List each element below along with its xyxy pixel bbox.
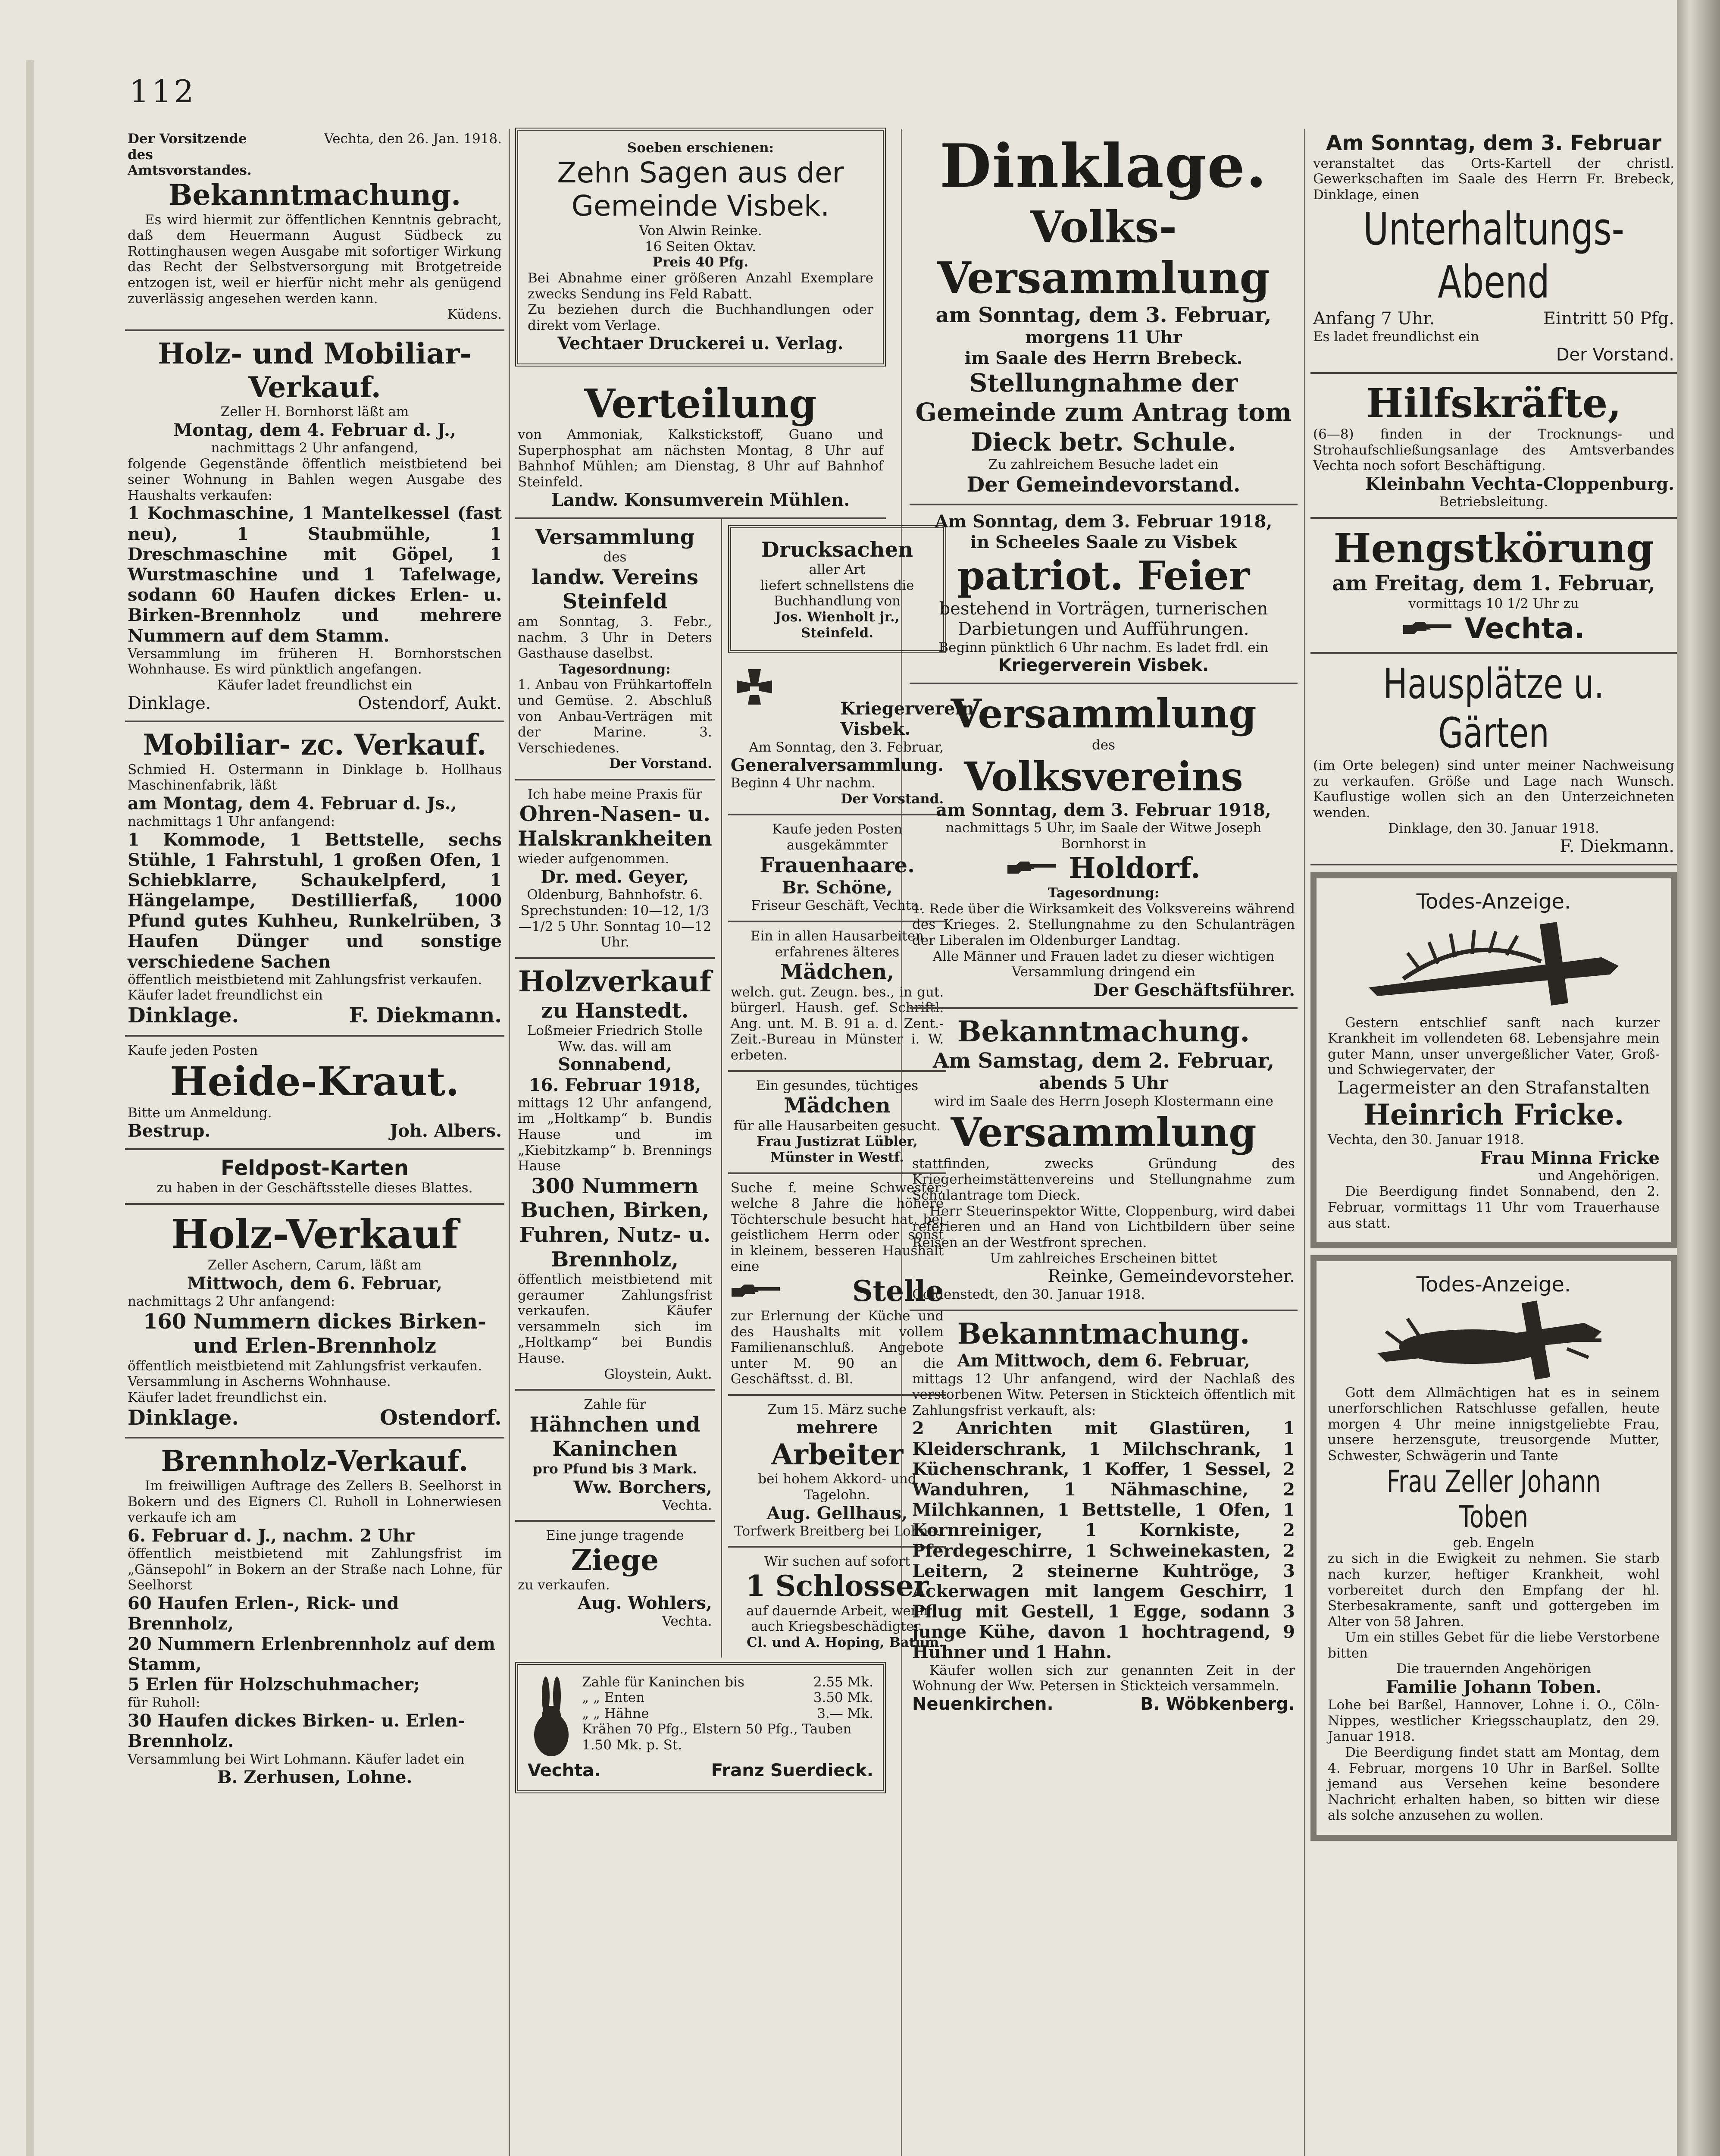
ad-item: 5 Erlen für Holzschuhmacher;: [128, 1674, 420, 1695]
ad-items: 300 Nummern Buchen, Birken, Fuhren, Nutz- u. Brennholz,: [519, 1174, 711, 1272]
ad-note: wieder aufgenommen.: [518, 851, 669, 867]
ad-patriot-feier: [910, 505, 1298, 684]
hare-icon: [528, 1674, 575, 1761]
ad-name: Dr. med. Geyer,: [541, 867, 689, 887]
ad-intro: Schmied H. Ostermann in Dinklage b. Hollhaus Maschinenfabrik, läßt: [128, 761, 502, 793]
palm-cross-icon: [1328, 914, 1660, 1013]
obit-born: geb. Engeln: [1453, 1535, 1535, 1551]
ad-place: zu Hanstedt.: [541, 998, 689, 1023]
price-value: 2.55 Mk.: [813, 1674, 873, 1690]
obit-places: Lohe bei Barßel, Hannover, Lohne i. O., Cöln-Nippes, westlicher Kriegsschauplatz, den 29. Januar 1918.: [1328, 1697, 1660, 1745]
ad-place: Vechta.: [528, 1760, 601, 1780]
ad-name: Aug. Gellhaus,: [766, 1503, 908, 1523]
ad-body: veranstaltet das Orts-Kartell der christl. Gewerkschaften im Saale des Herrn Fr. Brebeck, Dinklage, einen: [1313, 155, 1674, 203]
ad-intro: Zahle für: [584, 1397, 646, 1413]
ad-title: Unterhaltungs-Abend: [1363, 203, 1624, 309]
split-section: [515, 519, 974, 1658]
ad-intro: Ein gesundes, tüchtiges: [756, 1078, 919, 1094]
dateline: Vechta, den 26. Jan. 1918.: [324, 131, 502, 147]
ad-date: am Freitag, dem 1. Februar,: [1332, 571, 1655, 596]
ad-title: Holz-Verkauf: [171, 1210, 459, 1257]
column-rule: [509, 129, 510, 2156]
ad-title: Verteilung: [584, 380, 817, 427]
ad-note: Versammlung bei Wirt Lohmann. Käufer ladet ein: [128, 1751, 465, 1767]
ad-title: Frauenhaare.: [760, 853, 915, 877]
iron-cross-icon: [731, 667, 778, 714]
ad-date: 16. Februar 1918,: [529, 1075, 701, 1095]
ad-items: 1 Kommode, 1 Bettstelle, sechs Stühle, 1 Fahrstuhl, 1 großen Ofen, 1 Schiebklarre, Schaukelpferd, 1 Hängelampe, Destillierfaß, 1000 Pfund gutes Kuhheu, Runkelrüben, 3 Haufen Dünger und sonstige verschiedene Sachen: [128, 829, 502, 972]
ad-title: Versammlung: [951, 690, 1257, 737]
ad-zehn-sagen: [515, 128, 886, 367]
ad-note: Bei Abnahme einer größeren Anzahl Exemplare zwecks Sendung ins Feld Rabatt.: [528, 270, 873, 302]
ad-invite: Käufer ladet freundlichst ein: [217, 677, 413, 693]
ad-title: Bekanntmachung.: [957, 1316, 1250, 1351]
ad-title: Holz- und Mobiliar-Verkauf.: [158, 336, 472, 404]
ad-note: Bitte um Anmeldung.: [128, 1105, 272, 1121]
ad-body: nachmittags 5 Uhr, im Saale der Witwe Joseph Bornhorst in: [945, 820, 1262, 852]
ad-place: Dinklage.: [128, 1405, 239, 1430]
pointing-hand-icon: [1402, 619, 1454, 638]
signature: Ostendorf.: [380, 1405, 502, 1430]
ad-des: des: [1091, 737, 1116, 753]
obit-name: Frau Zeller Johann Toben: [1386, 1463, 1601, 1535]
obit-role: Lagermeister an den Strafanstalten: [1337, 1078, 1650, 1098]
ad-body: bestehend in Vorträgen, turnerischen Darbietungen und Aufführungen.: [939, 599, 1268, 639]
ad-body: welch. gut. Zeugn. bes., in gut. bürgerl. Haush. gef. Schriftl. Ang. unt. M. B. 91 a. d. Zent.-Zeit.-Bureau in Münster i. W. erbeten.: [730, 984, 944, 1063]
ad-place: in Scheeles Saale zu Visbek: [970, 532, 1237, 552]
ad-body: (im Orte belegen) sind unter meiner Nachweisung zu verkaufen. Größe und Lage nach Wunsch. Kauflustige wollen sich an den Unterzeichneten wenden.: [1313, 757, 1674, 821]
column-3: [910, 125, 1298, 1721]
ad-body: von Ammoniak, Kalkstickstoff, Guano und Superphosphat am nächsten Montag, 8 Uhr auf Bahnhof Mühlen; am Dienstag, 8 Uhr auf Bahnhof Steinfeld.: [518, 427, 883, 490]
signature: Ostendorf, Aukt.: [357, 693, 502, 713]
ad-date: Montag, dem 4. Februar d. J.,: [173, 420, 456, 440]
ad-verteilung: [515, 374, 886, 519]
ad-item: 60 Haufen Erlen-, Rick- und Brennholz,: [128, 1593, 399, 1634]
obit-note: Die Beerdigung findet statt am Montag, dem 4. Februar, morgens 10 Uhr in Barßel. Sollte jemand aus Versehen keine besondere Nachricht erhalten haben, so bitten wir diese als solche anzusehen zu wollen.: [1328, 1744, 1660, 1824]
ad-time: vormittags 10 1/2 Uhr zu: [1408, 595, 1579, 611]
ad-title: Drucksachen: [761, 537, 913, 562]
ad-body: Herr Steuerinspektor Witte, Cloppenburg, wird dabei referieren und an Hand von Lichtbildern über seine Reisen an der Westfront sprechen.: [912, 1203, 1295, 1250]
ad-place: Holdorf.: [1069, 851, 1201, 885]
dateline: Dinklage, den 30. Januar 1918.: [1388, 821, 1599, 837]
ad-sub: zu haben in der Geschäftsstelle dieses Blattes.: [156, 1180, 473, 1196]
book-gutter: [1677, 0, 1720, 2156]
signature: Vechta.: [662, 1497, 712, 1513]
ad-invite: Um zahlreiches Erscheinen bittet: [990, 1250, 1217, 1266]
ad-body: mittags 12 Uhr anfangend, wird der Nachlaß des verstorbenen Witw. Petersen in Stickteich öffentlich mit Zahlungsfrist verkauft, als:: [912, 1371, 1295, 1418]
ad-invite: Käufer ladet freundlichst ein.: [128, 1390, 327, 1405]
ad-date: 6. Februar d. J., nachm. 2 Uhr: [128, 1525, 415, 1546]
pointing-hand-icon: [1007, 859, 1058, 878]
ad-time: nachmittags 2 Uhr anfangend:: [128, 1294, 335, 1310]
ad-body: öffentlich meistbietend mit Zahlungsfrist im „Gänsepohl“ in Bokern an der Straße nach Lohne, für Seelhorst: [128, 1546, 502, 1593]
signature: Joh. Albers.: [390, 1121, 502, 1141]
obit-family: und Angehörigen.: [1538, 1168, 1660, 1184]
ad-agenda-title: Tagesordnung:: [1048, 885, 1160, 901]
ad-hengstkoerung: [1310, 519, 1677, 654]
signature: Franz Suerdieck.: [711, 1760, 873, 1780]
ad-body: liefert schnellstens die Buchhandlung von: [760, 577, 914, 609]
ad-item: 30 Haufen dickes Birken- u. Erlen-Brennholz.: [128, 1711, 465, 1752]
ad-item: für Ruholl:: [128, 1695, 200, 1711]
ad-place: Dinklage.: [128, 1003, 239, 1028]
price-label: „ „ Enten: [582, 1690, 645, 1706]
ad-topic: Stellungnahme der Gemeinde zum Antrag tom Dieck betr. Schule.: [915, 368, 1292, 457]
signature: Reinke, Gemeindevorsteher.: [1048, 1266, 1295, 1286]
ad-title: Feldpost-Karten: [221, 1156, 409, 1180]
ad-date: Mittwoch, dem 6. Februar,: [187, 1273, 442, 1294]
obituary-fricke: [1310, 872, 1677, 1248]
ad-author: Von Alwin Reinke.: [639, 223, 762, 239]
ad-invite: Käufer ladet freundlichst ein: [128, 987, 323, 1003]
obit-body: Gott dem Allmächtigen hat es in seinem unerforschlichen Ratschlusse gefallen, heute morgen 4 Uhr meine innigstgeliebte Frau, unsere herzensgute, treusorgende Mutter, Schwester, Schwägerin und Tante: [1328, 1385, 1660, 1464]
dateline: Vechta, den 30. Januar 1918.: [1328, 1132, 1524, 1148]
ad-intro: Kaufe jeden Posten: [128, 1042, 258, 1058]
price-value: 3.50 Mk.: [813, 1690, 873, 1706]
ad-event: Versammlung: [951, 1109, 1257, 1156]
signature: Der Gemeindevorstand.: [966, 472, 1241, 497]
ad-agenda-title: Tagesordnung:: [559, 661, 671, 677]
ad-title: Ohren-Nasen- u. Halskrankheiten: [518, 802, 712, 851]
ad-intro: Zeller H. Bornhorst läßt am: [220, 404, 409, 420]
ad-mid: mehrere: [796, 1417, 878, 1438]
column-rule: [1304, 129, 1305, 2156]
ad-title: Ziege: [571, 1543, 659, 1577]
ad-title: Brennholz-Verkauf.: [161, 1444, 469, 1478]
ad-name: Ww. Borchers,: [573, 1477, 712, 1498]
ad-title: Bekanntmachung.: [168, 178, 461, 212]
ad-body: zur Erlernung der Küche und des Haushalts mit vollem Familienanschluß. Angebote unter M. 90 an die Geschäftsst. d. Bl.: [730, 1308, 944, 1387]
ad-place: Bestrup.: [128, 1121, 211, 1141]
column-1: [125, 125, 504, 1794]
ad-place-title: Dinklage.: [939, 131, 1268, 201]
ad-intro: Wir suchen auf sofort: [764, 1554, 910, 1570]
ad-name: Frau Justizrat Lübler,: [757, 1134, 918, 1150]
ad-place: Neuenkirchen.: [912, 1694, 1054, 1714]
ad-title: Hengstkörung: [1333, 524, 1654, 571]
signature: Der Vorstand.: [1556, 345, 1674, 365]
signature: Friseur Geschäft, Vechta.: [751, 898, 923, 914]
signature: Münster in Westf.: [770, 1150, 904, 1165]
ad-heidekraut: [125, 1037, 504, 1150]
ad-fee: Eintritt 50 Pfg.: [1543, 308, 1674, 329]
ad-body: Am Sonntag, den 3. Februar,: [749, 739, 944, 755]
ad-praxis: [515, 780, 715, 959]
ad-volksverein: [910, 684, 1298, 1009]
signature: Torfwerk Breitberg bei Lohne.: [734, 1523, 940, 1539]
ad-title: Hähnchen und Kaninchen: [529, 1412, 701, 1461]
ad-holzverkauf-hanstedt: [515, 959, 715, 1391]
signature: F. Diekmann.: [1560, 836, 1674, 856]
ad-pages: 16 Seiten Oktav.: [644, 238, 757, 254]
ad-time: nachmittags 1 Uhr anfangend:: [128, 813, 335, 829]
ad-time: Beginn 4 Uhr nachm.: [730, 775, 876, 791]
ad-org: Volksvereins: [964, 753, 1243, 800]
ad-intro: Ich habe meine Praxis für: [527, 786, 703, 802]
ad-title: patriot. Feier: [957, 552, 1250, 599]
price-line: Krähen 70 Pfg., Elstern 50 Pfg., Tauben 1.50 Mk. p. St.: [582, 1721, 852, 1753]
ad-intro: Suche f. meine Schwester, welche 8 Jahre die höhere Töchterschule besucht hat, bei geistlichem Herrn oder sonst in kleinem, besseren Haushalt eine: [730, 1180, 944, 1275]
ad-bekanntmachung-goldenstedt: [910, 1009, 1298, 1311]
obituary-toben: [1310, 1255, 1677, 1841]
ad-note: Zu beziehen durch die Buchhandlungen oder direkt vom Verlage.: [528, 302, 873, 333]
ad-kaninchen: [515, 1662, 886, 1793]
ad-title: 1 Schlosser: [745, 1569, 929, 1603]
obit-note: Die Beerdigung findet Sonnabend, den 2. Februar, vormittags 11 Uhr vom Trauerhause aus statt.: [1328, 1184, 1660, 1231]
ad-title: Holzverkauf: [518, 964, 712, 998]
ad-date: Am Sonntag, dem 3. Februar 1918,: [935, 511, 1273, 532]
ad-sub: aller Art: [809, 562, 866, 578]
signature: Cl. und A. Hoping, Batum.: [747, 1634, 944, 1650]
dateline: Goldenstedt, den 30. Januar 1918.: [912, 1287, 1145, 1302]
ad-holz-mobiliar: [125, 331, 504, 722]
ad-title: Mobiliar- zc. Verkauf.: [143, 727, 487, 761]
ad-versammlung-steinfeld: [515, 519, 715, 780]
ad-title: Kriegerverein Visbek.: [840, 699, 974, 740]
ad-intro: Zeller Aschern, Carum, läßt am: [207, 1257, 422, 1273]
ad-hilfskraefte: [1310, 374, 1677, 519]
ad-intro: Ein in allen Hausarbeiten erfahrenes älteres: [750, 928, 924, 960]
ad-body: auf dauernde Arbeit, wenn auch Kriegsbeschädigter.: [746, 1603, 928, 1635]
ad-hausplaetze: [1310, 654, 1677, 865]
ad-place: wird im Saale des Herrn Joseph Klostermann eine: [934, 1093, 1273, 1109]
signature: Der Vorstand.: [841, 791, 944, 807]
ad-place: Dinklage.: [128, 693, 211, 713]
ad-title: Stelle: [852, 1274, 944, 1308]
ad-note: öffentlich meistbietend mit Zahlungsfrist verkaufen.: [128, 1358, 482, 1374]
ad-hours: Sprechstunden: 10—12, 1/3—1/2 5 Uhr. Sonntag 10—12 Uhr.: [518, 903, 712, 950]
ad-title: Volks-Versammlung: [937, 201, 1270, 303]
ad-event: Generalversammlung.: [730, 755, 944, 776]
ad-title: Hilfskräfte,: [1366, 379, 1622, 426]
ad-items: 1 Kochmaschine, 1 Mantelkessel (fast neu), 1 Staubmühle, 1 Dreschmaschine mit Göpel, 1 Wurstmaschine und 1 Tafelwage, sodann 60 Haufen dickes Erlen- u. Birken-Brennholz und mehrere Nummern auf dem Stamm.: [128, 503, 502, 646]
ad-note: Versammlung in Ascherns Wohnhause.: [128, 1374, 391, 1390]
ad-note: Käufer wollen sich zur genannten Zeit in der Wohnung der Ww. Petersen in Stickteich versammeln.: [912, 1662, 1295, 1694]
ad-start: Anfang 7 Uhr.: [1313, 308, 1435, 329]
ad-title: Bekanntmachung.: [957, 1014, 1250, 1048]
ad-note: Versammlung im früheren H. Bornhorstschen Wohnhause. Es wird pünktlich angefangen.: [128, 646, 502, 677]
ad-body: zu verkaufen.: [518, 1577, 610, 1593]
signature: Landw. Konsumverein Mühlen.: [551, 490, 850, 511]
ad-intro: Kaufe jeden Posten ausgekämmter: [772, 821, 903, 853]
signature: Jos. Wienholt jr., Steinfeld.: [775, 609, 900, 641]
ad-date: Am Mittwoch, dem 6. Februar,: [957, 1351, 1250, 1371]
issuer: Der Vorsitzende des Amtsvorstandes.: [128, 131, 252, 179]
ad-items: 160 Nummern dickes Birken- und Erlen-Brennholz: [143, 1309, 486, 1358]
ad-agenda: 1. Rede über die Wirksamkeit des Volksvereins während des Krieges. 2. Stellungnahme zu den Schulanträgen der Liberalen im Oldenburger Landtag.: [912, 901, 1295, 949]
signature-sub: Betriebsleitung.: [1439, 494, 1548, 510]
ad-intro: Zum 15. März suche: [767, 1401, 907, 1417]
ad-place: im Saale des Herrn Brebeck.: [964, 348, 1243, 368]
obit-family: Familie Johann Toben.: [1385, 1677, 1602, 1698]
ad-place: Vechta.: [1464, 611, 1585, 645]
ad-body: Es wird hiermit zur öffentlichen Kenntnis gebracht, daß dem Heuermann August Südbeck zu Rottinghausen wegen Ausgabe mit sofortiger Wirkung das Recht der Selbstversorgung mit Brotgetreide entzogen ist, weil er hierfür nicht mehr als genügend zuverlässig angesehen werden kann.: [128, 212, 502, 307]
ad-body: pro Pfund bis 3 Mark.: [533, 1461, 697, 1477]
ad-items: 2 Anrichten mit Glastüren, 1 Kleiderschrank, 1 Milchschrank, 1 Küchenschrank, 1 Koffer, 1 Sessel, 2 Wanduhren, 1 Nähmaschine, 2 Milchkannen, 1 Bettstelle, 1 Ofen, 1 Kornreiniger, 1 Kornkiste, 2 Pferdegeschirre, 1 Schweinekasten, 2 Leitern, 2 steinerne Kuhtröge, 3 Ackerwagen mit langem Geschirr, 1 Pflug mit Gestell, 1 Egge, sodann 3 junge Kühe, davon 1 hochtragend, 9 Hühner und 1 Hahn.: [912, 1418, 1295, 1663]
ad-time: Beginn pünktlich 6 Uhr nachm. Es ladet frdl. ein: [938, 639, 1269, 655]
obit-widow: Frau Minna Fricke: [1480, 1147, 1660, 1168]
ad-title-wrap: [1313, 660, 1674, 758]
ad-note: öffentlich meistbietend mit geraumer Zahlungsfrist verkaufen. Käufer versammeln sich im „Holtkamp“ bei Bundis Hause.: [518, 1272, 712, 1366]
ad-title-wrap: [1313, 203, 1674, 308]
ad-note: öffentlich meistbietend mit Zahlungsfrist verkaufen.: [128, 971, 482, 987]
column-4: [1310, 125, 1677, 1848]
ad-title: Mädchen: [784, 1094, 891, 1118]
ad-address: Oldenburg, Bahnhofstr. 6.: [527, 887, 703, 903]
signature: Der Geschäftsführer.: [1093, 980, 1295, 1000]
ad-invite: Zu zahlreichem Besuche ladet ein: [988, 457, 1219, 473]
ad-date: Am Sonntag, dem 3. Februar: [1326, 131, 1662, 155]
ad-time: morgens 11 Uhr: [1025, 327, 1182, 348]
ad-title: Versammlung: [535, 525, 695, 549]
signature: Vechta.: [662, 1613, 712, 1629]
ad-holz-verkauf: [125, 1205, 504, 1439]
ad-name: Aug. Wohlers,: [578, 1593, 712, 1614]
ad-unterhaltungsabend: [1310, 125, 1677, 374]
ad-title: Zehn Sagen aus der Gemeinde Visbek.: [557, 156, 844, 223]
obit-name-wrap: [1328, 1464, 1660, 1535]
ad-body: bei hohem Akkord- und Tagelohn.: [758, 1471, 916, 1503]
ad-body: folgende Gegenstände öffentlich meistbietend bei seiner Wohnung in Bahlen wegen Ausgabe des Haushalts verkaufen:: [128, 456, 502, 503]
signature: B. Wöbkenberg.: [1140, 1694, 1295, 1714]
ad-day: Sonnabend,: [558, 1054, 672, 1075]
ad-price: Preis 40 Pfg.: [652, 254, 749, 270]
ad-body: mittags 12 Uhr anfangend, im „Holtkamp“ b. Bundis Hause und im „Kiebitzkamp“ b. Brennings Hause: [518, 1095, 712, 1174]
ad-bekanntmachung-nachlass: [910, 1311, 1298, 1721]
page-edge: [26, 60, 34, 2156]
ad-date: am Montag, dem 4. Februar d. Js.,: [128, 793, 457, 814]
ad-brennholz: [125, 1438, 504, 1794]
obit-body: Um ein stilles Gebet für die liebe Verstorbene bitten: [1328, 1630, 1660, 1661]
ad-org: landw. Vereins Steinfeld: [531, 565, 698, 614]
ad-time: abends 5 Uhr: [1039, 1073, 1168, 1094]
signature: Gloystein, Aukt.: [604, 1366, 712, 1382]
signature: Kriegerverein Visbek.: [998, 655, 1209, 676]
ad-ziege: [515, 1522, 715, 1636]
ad-agenda: 1. Anbau von Frühkartoffeln und Gemüse. 2. Abschluß von Anbau-Verträgen mit der Marine. 3. Verschiedenes.: [518, 677, 712, 756]
ad-title: Mädchen,: [780, 960, 894, 984]
signature: Küdens.: [447, 307, 502, 323]
obit-body: zu sich in die Ewigkeit zu nehmen. Sie starb nach kurzer, heftiger Krankheit, wohl vorbereitet durch den Empfang der hl. Sterbesakramente, sanft und gottergeben im Alter von 58 Jahren.: [1328, 1551, 1660, 1630]
ad-intro: Soeben erschienen:: [627, 140, 774, 156]
signature: B. Zerhusen, Lohne.: [217, 1767, 413, 1788]
ad-haehnchen: [515, 1391, 715, 1522]
ad-name: Br. Schöne,: [782, 877, 893, 898]
ad-title: Heide-Kraut.: [170, 1058, 460, 1105]
signature: Kleinbahn Vechta-Cloppenburg.: [1365, 474, 1674, 495]
page-number: 112: [129, 73, 197, 110]
ad-intro: Loßmeier Friedrich Stolle Ww. das. will am: [527, 1023, 703, 1054]
obit-family-pre: Die trauernden Angehörigen: [1396, 1661, 1591, 1677]
ad-mobiliar: [125, 722, 504, 1037]
ad-note: Alle Männer und Frauen ladet zu dieser wichtigen Versammlung dringend ein: [932, 948, 1275, 980]
ad-date: Am Samstag, dem 2. Februar,: [932, 1048, 1275, 1073]
obit-body: Gestern entschlief sanft nach kurzer Krankheit im vollendeten 68. Lebensjahre mein guter Mann, unser unvergeßlicher Vater, Groß- und Schwiegervater, der: [1328, 1015, 1660, 1078]
price-value: 3.— Mk.: [817, 1705, 873, 1721]
ad-des: des: [603, 549, 627, 565]
split-left: [515, 519, 722, 1658]
ad-feldpost: [125, 1150, 504, 1205]
ad-body: für alle Hausarbeiten gesucht.: [734, 1118, 941, 1134]
ad-body: am Sonntag, 3. Febr., nachm. 3 Uhr in Deters Gasthause daselbst.: [518, 614, 712, 661]
obit-title: Todes-Anzeige.: [1416, 1272, 1571, 1297]
ad-body: (6—8) finden in der Trocknungs- und Strohaufschließungsanlage des Amtsverbandes Vechta noch sofort Beschäftigung.: [1313, 426, 1674, 474]
ad-intro: Eine junge tragende: [546, 1528, 684, 1544]
ad-body: stattfinden, zwecks Gründung des Kriegerheimstättenvereins und Stellungnahme zum Schulantrage tom Dieck.: [912, 1156, 1295, 1203]
ad-date: am Sonntag, dem 3. Februar 1918,: [936, 800, 1271, 821]
ad-time: nachmittags 2 Uhr anfangend,: [211, 440, 419, 456]
price-label: „ „ Hähne: [582, 1705, 649, 1721]
ad-bekanntmachung-amt: [125, 125, 504, 331]
obit-name: Heinrich Fricke.: [1363, 1098, 1624, 1132]
ad-invite: Es ladet freundlichst ein: [1313, 329, 1479, 345]
price-label: Zahle für Kaninchen bis: [582, 1674, 744, 1690]
ad-volksversammlung-dinklage: [910, 125, 1298, 505]
obit-title: Todes-Anzeige.: [1416, 890, 1571, 914]
column-2: [515, 125, 974, 1801]
ad-body: Im freiwilligen Auftrage des Zellers B. Seelhorst in Bokern und des Eigners Cl. Ruholl in Lohnerwiesen verkaufe ich am: [128, 1478, 502, 1526]
ad-title: Arbeiter: [771, 1437, 904, 1471]
signature: Vechtaer Druckerei u. Verlag.: [557, 333, 844, 354]
pointing-hand-icon: [731, 1282, 782, 1301]
ad-title: Hausplätze u. Gärten: [1383, 660, 1604, 757]
signature: Der Vorstand.: [609, 756, 712, 772]
ad-date: am Sonntag, dem 3. Februar,: [935, 303, 1272, 327]
wreath-cross-icon: [1328, 1297, 1660, 1383]
signature: F. Diekmann.: [349, 1003, 502, 1028]
ad-item: 20 Nummern Erlenbrennholz auf dem Stamm,: [128, 1634, 495, 1675]
